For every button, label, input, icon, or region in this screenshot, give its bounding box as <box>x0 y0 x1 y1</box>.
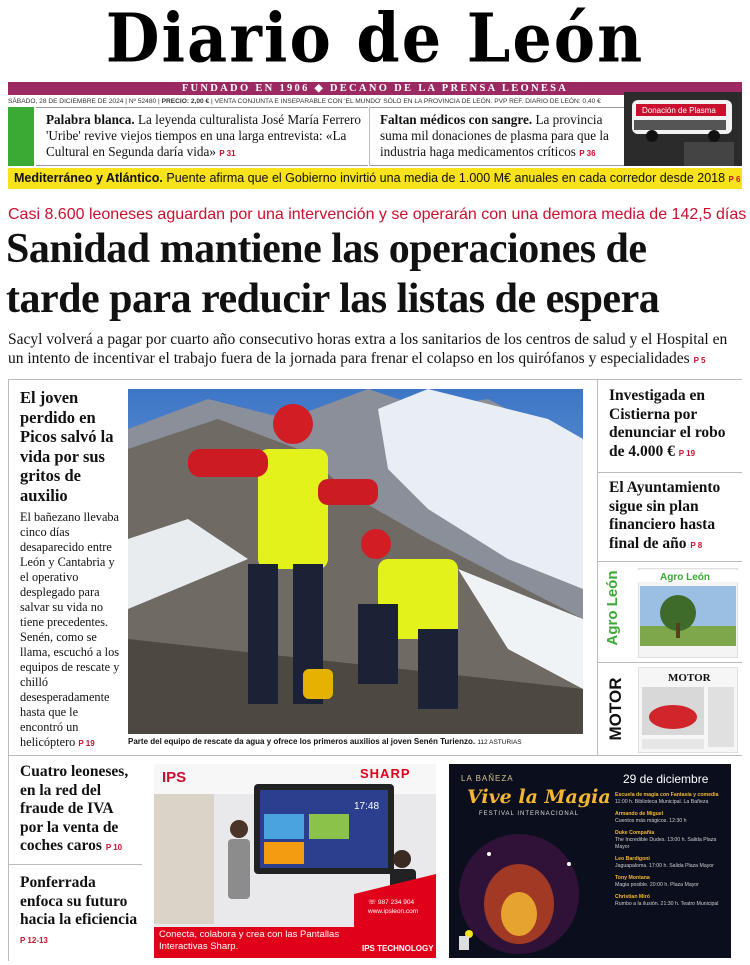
main-deck <box>8 330 742 370</box>
right-story-2[interactable] <box>609 479 739 555</box>
supplement-agro[interactable] <box>598 562 742 662</box>
agro-thumbnail <box>638 568 738 658</box>
thumb-title: Agro León <box>660 572 710 583</box>
supplement-motor[interactable] <box>598 663 742 755</box>
bottom-story-1[interactable] <box>20 763 138 858</box>
schedule-detail: The Incredible Dudes. 13:00 h. Salida Plaza Mayor <box>615 837 717 850</box>
magia-title: Vive la Magia <box>467 786 611 808</box>
page-ref: P 10 <box>105 843 123 852</box>
story-headline: Investigada en Cistierna por denunciar el robo de 4.000 € <box>609 387 726 460</box>
divider <box>8 755 742 756</box>
magia-town: LA BAÑEZA <box>461 774 514 783</box>
bottom-story-2[interactable] <box>20 874 138 950</box>
story-headline: Cuatro leoneses, en la red del fraude de IVA por la venta de coches caros <box>20 763 129 854</box>
schedule-detail: Jaguapaloma. 17:00 h. Salida Plaza Mayor <box>615 863 714 869</box>
page-ref: P 36 <box>579 149 596 158</box>
page-ref: P 5 <box>693 356 706 365</box>
schedule-name: Leo Bardigoni <box>615 856 650 862</box>
schedule-name: Escuela de magia con Fantasía y comedia <box>615 792 719 798</box>
ad-ips-sharp[interactable] <box>154 764 436 958</box>
masthead <box>0 0 750 82</box>
schedule-name: Tony Montana <box>615 875 650 881</box>
schedule-detail: Rumbo a la ilusión. 21:30 h. Teatro Municipal <box>615 901 719 907</box>
newspaper-logo[interactable]: Diario de León <box>105 0 645 78</box>
main-headline[interactable] <box>6 224 746 324</box>
tagline: FUNDADO EN 1906 ◆ DECANO DE LA PRENSA LEONESA <box>8 82 742 95</box>
magia-subtitle: FESTIVAL INTERNACIONAL <box>479 811 580 817</box>
divider <box>8 864 142 865</box>
issue-number: Nº 52480 <box>128 98 157 105</box>
banner-lead: Mediterráneo y Atlántico. <box>14 171 163 185</box>
screen-time: 17:48 <box>354 801 380 812</box>
divider <box>8 756 9 961</box>
schedule-name: Christian Miró <box>615 894 650 900</box>
teaser-lead: Faltan médicos con sangre. <box>380 112 533 127</box>
dateline: SÁBADO, 28 DE DICIEMBRE DE 2024 | Nº 52480 | PRECIO: 2,00 € | VENTA CONJUNTA E INSEPARABLE CON 'EL MUNDO' SÓLO EN LA PROVINCIA DE LEÓN. PVP REF. DIARIO DE LEÓN: 0,40 € <box>8 98 601 105</box>
schedule-name: Armando de Miguel <box>615 811 664 817</box>
thumb-title: MOTOR <box>668 672 711 684</box>
story-headline: Ponferrada enfoca su futuro hacia la eficiencia <box>20 874 138 928</box>
ips-web: www.ipsleon.com <box>368 908 419 915</box>
schedule-name: Duke Compañía <box>615 830 655 836</box>
caption-text: Parte del equipo de rescate da agua y ofrece los primeros auxilios al joven Senén Turienzo. <box>128 737 476 746</box>
issue-date: SÁBADO, 28 DE DICIEMBRE DE 2024 <box>8 98 124 105</box>
schedule-detail: 11:00 h. Biblioteca Municipal. La Bañeza <box>615 799 709 805</box>
ips-phone: ☏ 987 234 904 <box>368 899 415 906</box>
price: PRECIO: 2,00 € <box>161 98 210 105</box>
plasma-bus-image <box>624 92 742 166</box>
page-ref: P 31 <box>219 149 236 158</box>
sale-note: VENTA CONJUNTA E INSEPARABLE CON 'EL MUNDO' SÓLO EN LA PROVINCIA DE LEÓN. PVP REF. DIARIO DE LEÓN: 0,40 € <box>214 98 601 105</box>
supplement-label: Agro León <box>604 570 621 646</box>
page-ref: P 19 <box>78 739 95 748</box>
motor-thumbnail <box>638 667 738 753</box>
magia-schedule <box>615 792 727 913</box>
top-teaser-1[interactable] <box>36 107 368 166</box>
headline-line: Sanidad mantiene las operaciones de <box>6 226 647 272</box>
divider <box>8 379 742 380</box>
page-ref: P 12-13 <box>20 935 48 945</box>
schedule-item <box>615 792 727 806</box>
ips-slogan: Conecta, colabora y crea con las Pantallas Interactivas Sharp. <box>159 929 340 952</box>
left-story-body <box>20 510 120 751</box>
ips-contact <box>368 898 434 916</box>
schedule-item <box>615 875 727 889</box>
ips-logo: IPS <box>162 769 187 786</box>
sharp-logo: SHARP <box>360 766 411 781</box>
teaser-text: La provincia suma mil donaciones de plasma para que la industria haga medicamentos críticos <box>380 112 609 159</box>
photo-credit: 112 ASTURIAS <box>477 739 522 746</box>
main-kicker: Casi 8.600 leoneses aguardan por una intervención y se operarán con una demora media de 142,5 días <box>8 206 747 223</box>
page-ref: P 19 <box>678 448 696 458</box>
yellow-banner[interactable] <box>8 168 742 189</box>
ad-vive-la-magia[interactable] <box>449 764 731 958</box>
schedule-item <box>615 894 727 908</box>
page-ref: P 8 <box>690 540 703 550</box>
ips-company: IPS TECHNOLOGY <box>362 944 434 953</box>
supplement-label: MOTOR <box>606 677 625 741</box>
schedule-detail: Cuentos más mágicos. 12:30 h <box>615 818 687 824</box>
banner-text: Puente afirma que el Gobierno invirtió una media de 1.000 M€ anuales en cada corredor desde 2018 <box>166 171 726 185</box>
schedule-item <box>615 811 727 825</box>
divider <box>8 380 9 755</box>
schedule-detail: Magia posible. 20:00 h. Plaza Mayor <box>615 882 699 888</box>
photo-caption <box>128 737 588 746</box>
teaser-lead: Palabra blanca. <box>46 112 135 127</box>
page-ref: P 6 <box>728 175 741 184</box>
story-body: El bañezano llevaba cinco días desaparecido entre León y Cantabria y el operativo desplegado para salvar su vida no tiene precedentes. Senén, como se llama, escuchó a los equipos de rescate y chilló desesperadamente hasta que le encontró un helicóptero <box>20 510 120 749</box>
rescue-photo[interactable] <box>128 389 583 734</box>
left-story-headline[interactable]: El joven perdido en Picos salvó la vida por sus gritos de auxilio <box>20 388 114 505</box>
divider <box>598 472 742 473</box>
deck-text: Sacyl volverá a pagar por cuarto año consecutivo horas extra a los sanitarios de los centros de salud y el Hospital en un intento de incentivar el trabajo fuera de la jornada para frenar el colapso en los quirófanos y especialidades <box>8 331 728 367</box>
teaser-accent-bar <box>8 107 34 166</box>
story-headline: El Ayuntamiento sigue sin plan financiero hasta final de año <box>609 479 721 552</box>
right-story-1[interactable] <box>609 387 739 463</box>
bus-label: Donación de Plasma <box>642 106 716 115</box>
headline-line: tarde para reducir las listas de espera <box>6 276 660 322</box>
magia-date: 29 de diciembre <box>623 772 709 786</box>
schedule-item <box>615 856 727 870</box>
schedule-item <box>615 830 727 851</box>
teaser-text: La leyenda culturalista José María Ferrero 'Uribe' revive viejos tiempos en una larga entrevista: «La Cultural en Segunda daría vida» <box>46 112 361 159</box>
